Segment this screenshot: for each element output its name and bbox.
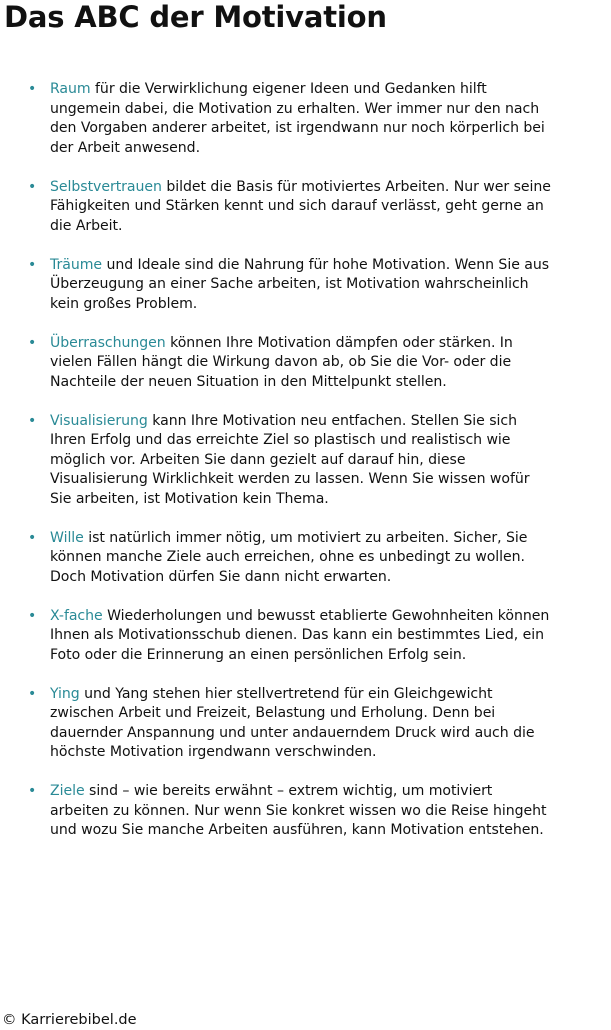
item-keyword: Überraschungen <box>50 334 166 351</box>
item-line: möglich vor. Arbeiten Sie dann gezielt auf darauf hin, diese <box>50 451 466 468</box>
bullet-icon: • <box>28 412 37 429</box>
bullet-icon: • <box>28 256 37 273</box>
item-text: und Ideale sind die Nahrung für hohe Motivation. Wenn Sie aus <box>102 256 550 273</box>
item-line: Überzeugung an einer Sache arbeiten, ist Motivation wahrscheinlich <box>50 276 529 292</box>
item-keyword: X-fache <box>50 607 103 624</box>
item-line: Nachteile der neuen Situation in den Mittelpunkt stellen. <box>50 373 447 390</box>
item-line: dauernder Anspannung und unter andauerndem Druck wird auch die <box>50 724 535 741</box>
list-item <box>28 529 611 588</box>
list-item <box>28 412 611 510</box>
page-title: Das ABC der Motivation <box>4 0 387 34</box>
bullet-icon: • <box>28 685 37 702</box>
item-line: den Vorgaben anderer arbeitet, ist irgendwann nur noch körperlich bei <box>50 120 545 136</box>
item-text: kann Ihre Motivation neu entfachen. Stellen Sie sich <box>147 412 517 429</box>
list-item <box>28 685 611 763</box>
list-item <box>28 607 611 666</box>
item-line: Sie arbeiten, ist Motivation kein Thema. <box>50 490 329 507</box>
item-line <box>50 607 611 627</box>
item-keyword: Visualisierung <box>50 412 148 429</box>
item-line: zwischen Arbeit und Freizeit, Belastung und Erholung. Denn bei <box>50 705 496 721</box>
item-keyword: Raum <box>50 81 91 97</box>
abc-list <box>28 80 611 860</box>
item-text: können Ihre Motivation dämpfen oder stärken. In <box>165 334 513 351</box>
item-line: Doch Motivation dürfen Sie dann nicht erwarten. <box>50 568 392 585</box>
item-line <box>50 334 611 354</box>
item-text: und Yang stehen hier stellvertretend für ein Gleichgewicht <box>79 685 493 702</box>
item-text: sind – wie bereits erwähnt – extrem wichtig, um motiviert <box>84 783 493 799</box>
bullet-icon: • <box>28 607 37 624</box>
item-keyword: Wille <box>50 529 84 546</box>
item-line: Foto oder die Erinnerung an einen persönlichen Erfolg sein. <box>50 646 467 663</box>
bullet-icon: • <box>28 81 37 97</box>
item-line <box>50 80 611 100</box>
item-keyword: Ziele <box>50 783 85 799</box>
item-line: vielen Fällen hängt die Wirkung davon ab, ob Sie die Vor- oder die <box>50 354 512 370</box>
item-text: für die Verwirklichung eigener Ideen und Gedanken hilft <box>90 81 487 97</box>
list-item <box>28 80 611 158</box>
item-line: höchste Motivation irgendwann verschwinden. <box>50 744 377 760</box>
list-item <box>28 256 611 315</box>
item-line <box>50 782 611 802</box>
bullet-icon: • <box>28 334 37 351</box>
item-line: Ihren Erfolg und das erreichte Ziel so plastisch und realistisch wie <box>50 432 511 448</box>
item-text: Wiederholungen und bewusst etablierte Gewohnheiten können <box>102 607 550 624</box>
item-line: Ihnen als Motivationsschub dienen. Das kann ein bestimmtes Lied, ein <box>50 627 544 643</box>
item-text: ist natürlich immer nötig, um motiviert zu arbeiten. Sicher, Sie <box>83 529 528 546</box>
item-line <box>50 412 611 432</box>
item-line: arbeiten zu können. Nur wenn Sie konkret wissen wo die Reise hingeht <box>50 802 547 819</box>
list-item <box>28 334 611 393</box>
list-item <box>28 178 611 237</box>
item-line <box>50 685 611 705</box>
item-keyword: Ying <box>50 685 80 702</box>
item-keyword: Träume <box>50 256 103 273</box>
bullet-icon: • <box>28 178 37 195</box>
item-line: können manche Ziele auch erreichen, ohne es unbedingt zu wollen. <box>50 549 525 565</box>
item-line: Fähigkeiten und Stärken kennt und sich darauf verlässt, geht gerne an <box>50 198 544 214</box>
item-line: ungemein dabei, die Motivation zu erhalten. Wer immer nur den nach <box>50 100 540 117</box>
item-line: Visualisierung Wirklichkeit werden zu lassen. Wenn Sie wissen wofür <box>50 471 530 487</box>
item-keyword: Selbstvertrauen <box>50 178 162 195</box>
copyright-footer: © Karrierebibel.de <box>2 1012 137 1028</box>
item-line: die Arbeit. <box>50 217 123 234</box>
list-item <box>28 782 611 841</box>
item-line: der Arbeit anwesend. <box>50 139 201 156</box>
item-line <box>50 256 611 276</box>
item-line: kein großes Problem. <box>50 295 198 312</box>
item-line <box>50 178 611 198</box>
item-text: bildet die Basis für motiviertes Arbeiten. Nur wer seine <box>161 178 551 195</box>
bullet-icon: • <box>28 529 37 546</box>
bullet-icon: • <box>28 783 37 799</box>
item-line: und wozu Sie manche Arbeiten ausführen, kann Motivation entstehen. <box>50 822 544 838</box>
item-line <box>50 529 611 549</box>
